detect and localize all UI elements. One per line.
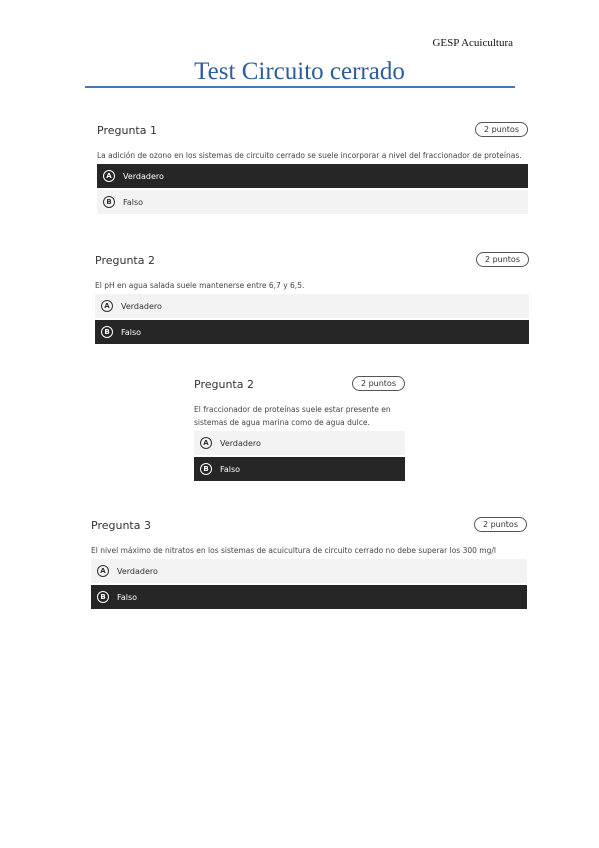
option-label: Verdadero — [220, 438, 261, 448]
question-header — [91, 517, 527, 535]
option-letter-badge: B — [103, 196, 115, 208]
option-letter-badge: B — [200, 463, 212, 475]
option-letter-badge: A — [200, 437, 212, 449]
option-label: Falso — [220, 464, 241, 474]
option-letter-badge: B — [97, 591, 109, 603]
option-label: Falso — [117, 592, 138, 602]
option-label: Falso — [123, 197, 144, 207]
option-label: Verdadero — [123, 171, 164, 181]
question-card-2b — [194, 376, 405, 481]
option-falso[interactable] — [95, 320, 529, 344]
question-title: Pregunta 3 — [91, 519, 151, 532]
question-text: La adición de ozono en los sistemas de circuito cerrado se suele incorporar a nivel del fraccionador de proteínas. — [97, 151, 522, 160]
option-letter-badge: A — [97, 565, 109, 577]
option-verdadero[interactable] — [97, 164, 528, 188]
points-badge: 2 puntos — [352, 376, 405, 391]
option-verdadero[interactable] — [194, 431, 405, 455]
document-title: Test Circuito cerrado — [194, 58, 405, 85]
question-text: El nivel máximo de nitratos en los sistemas de acuicultura de circuito cerrado no debe superar los 300 mg/l — [91, 546, 496, 555]
option-falso[interactable] — [91, 585, 527, 609]
option-falso[interactable] — [97, 190, 528, 214]
option-label: Falso — [121, 327, 142, 337]
question-text: El pH en agua salada suele mantenerse entre 6,7 y 6,5. — [95, 281, 305, 290]
question-card-1 — [97, 122, 528, 214]
option-letter-badge: A — [101, 300, 113, 312]
points-badge: 2 puntos — [474, 517, 527, 532]
option-verdadero[interactable] — [91, 559, 527, 583]
title-underline — [85, 86, 515, 88]
option-label: Verdadero — [121, 301, 162, 311]
question-header — [95, 252, 529, 270]
question-title: Pregunta 1 — [97, 124, 157, 137]
question-title: Pregunta 2 — [95, 254, 155, 267]
question-card-3 — [91, 517, 527, 609]
question-text: El fraccionador de proteínas suele estar presente en sistemas de agua marina como de agua dulce. — [194, 405, 391, 427]
option-verdadero[interactable] — [95, 294, 529, 318]
points-badge: 2 puntos — [476, 252, 529, 267]
option-letter-badge: A — [103, 170, 115, 182]
option-label: Verdadero — [117, 566, 158, 576]
question-title: Pregunta 2 — [194, 378, 254, 391]
question-header — [97, 122, 528, 140]
header-organization: GESP Acuicultura — [432, 37, 513, 49]
option-falso[interactable] — [194, 457, 405, 481]
points-badge: 2 puntos — [475, 122, 528, 137]
question-card-2 — [95, 252, 529, 344]
option-letter-badge: B — [101, 326, 113, 338]
question-header — [194, 376, 405, 394]
